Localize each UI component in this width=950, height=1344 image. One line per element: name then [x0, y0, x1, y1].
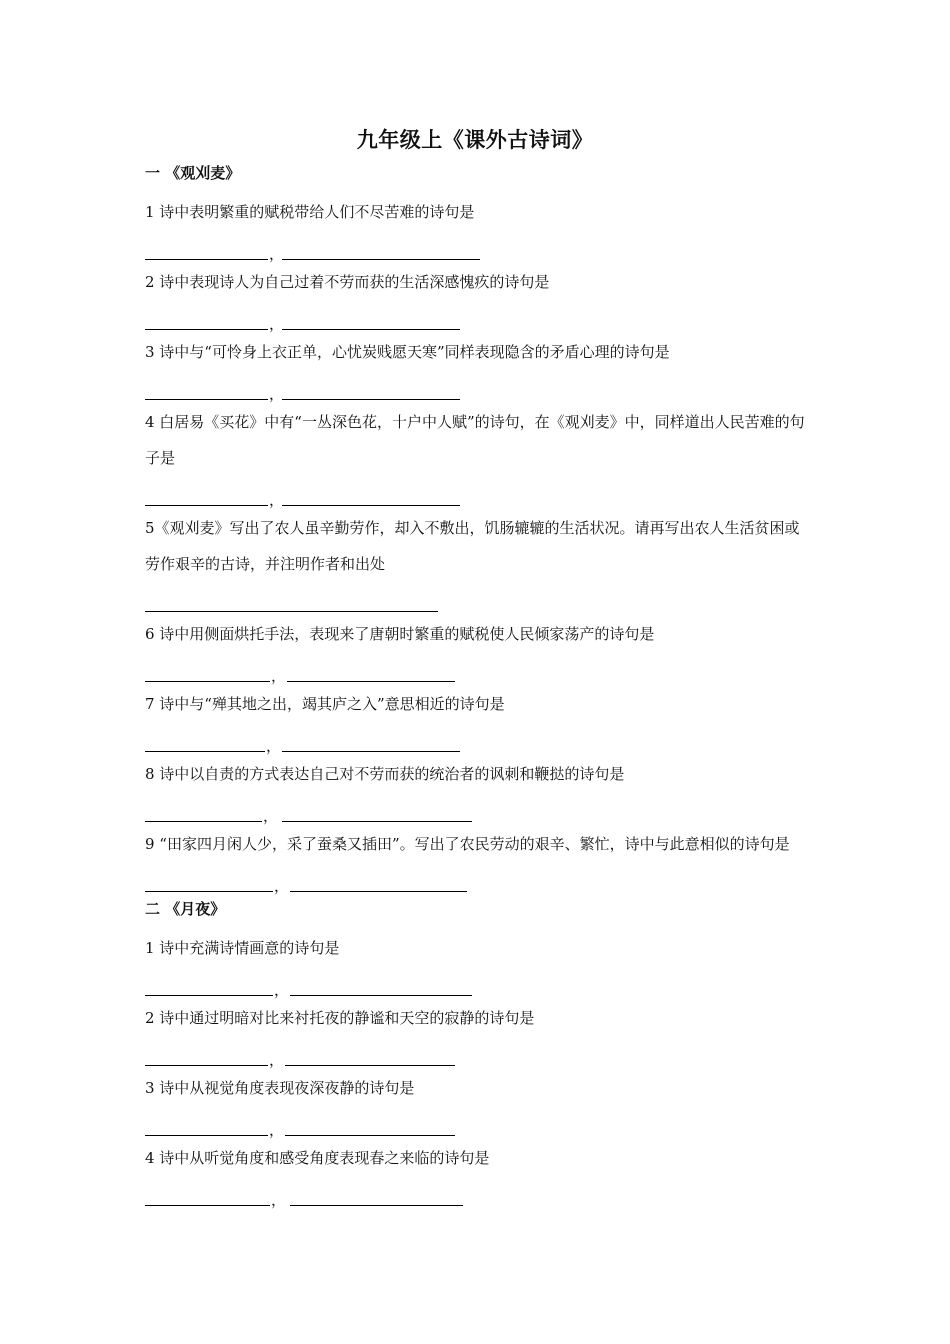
- question-text: 8 诗中以自责的方式表达自己对不劳而获的统治者的讽刺和鞭挞的诗句是: [145, 765, 625, 783]
- question-item: [145, 334, 810, 404]
- answer-blank[interactable]: [145, 751, 265, 752]
- answer-blank[interactable]: [290, 1205, 463, 1206]
- answer-line: [145, 1036, 810, 1070]
- comma-separator: ，: [271, 1191, 287, 1209]
- answer-line: [145, 230, 810, 264]
- comma-separator: ，: [271, 667, 287, 685]
- comma-separator: ，: [269, 1051, 285, 1069]
- answer-line: [145, 792, 810, 826]
- question-text: 2 诗中通过明暗对比来衬托夜的静谧和天空的寂静的诗句是: [145, 1009, 535, 1027]
- answer-line: [145, 1106, 810, 1140]
- answer-line: [145, 722, 810, 756]
- answer-line: [145, 862, 810, 896]
- question-text: 1 诗中表明繁重的赋税带给人们不尽苦难的诗句是: [145, 203, 475, 221]
- comma-separator: ，: [274, 877, 290, 895]
- answer-blank[interactable]: [282, 329, 460, 330]
- question-item: [145, 510, 810, 616]
- answer-blank[interactable]: [145, 505, 268, 506]
- question-item: [145, 616, 810, 686]
- question-text: 6 诗中用侧面烘托手法，表现来了唐朝时繁重的赋税使人民倾家荡产的诗句是: [145, 625, 655, 643]
- answer-line: [145, 476, 810, 510]
- answer-blank[interactable]: [145, 1205, 270, 1206]
- question-item: [145, 930, 810, 1000]
- question-item: [145, 264, 810, 334]
- question-item: [145, 756, 810, 826]
- answer-blank[interactable]: [282, 821, 472, 822]
- question-item: [145, 826, 810, 896]
- answer-blank[interactable]: [282, 259, 480, 260]
- question-item: [145, 686, 810, 756]
- question-text: 3 诗中从视觉角度表现夜深夜静的诗句是: [145, 1079, 415, 1097]
- comma-separator: ，: [269, 491, 285, 509]
- answer-blank[interactable]: [145, 1135, 268, 1136]
- question-item: [145, 1140, 810, 1210]
- answer-line: [145, 370, 810, 404]
- answer-blank[interactable]: [145, 611, 438, 612]
- answer-line: [145, 1176, 810, 1210]
- answer-blank[interactable]: [145, 995, 273, 996]
- question-item: [145, 1000, 810, 1070]
- question-text: 5《观刈麦》写出了农人虽辛勤劳作，却入不敷出，饥肠辘辘的生活状况。请再写出农人生活贫困或劳作艰辛的古诗，并注明作者和出处: [145, 519, 800, 573]
- answer-blank[interactable]: [282, 399, 460, 400]
- answer-blank[interactable]: [145, 891, 273, 892]
- question-text: 9 “田家四月闲人少，采了蚕桑又插田”。写出了农民劳动的艰辛、繁忙，诗中与此意相似的诗句是: [145, 835, 790, 853]
- answer-blank[interactable]: [282, 751, 460, 752]
- answer-blank[interactable]: [145, 399, 268, 400]
- question-item: [145, 194, 810, 264]
- answer-line: [145, 300, 810, 334]
- answer-blank[interactable]: [282, 505, 460, 506]
- section-heading: 一 《观刈麦》: [145, 164, 241, 182]
- question-text: 2 诗中表现诗人为自己过着不劳而获的生活深感愧疚的诗句是: [145, 273, 550, 291]
- answer-blank[interactable]: [145, 681, 270, 682]
- question-text: 1 诗中充满诗情画意的诗句是: [145, 939, 340, 957]
- question-text: 4 白居易《买花》中有“一丛深色花，十户中人赋”的诗句，在《观刈麦》中，同样道出人民苦难的句子是: [145, 413, 805, 467]
- answer-blank[interactable]: [145, 329, 268, 330]
- question-text: 3 诗中与“可怜身上衣正单，心忧炭贱愿天寒”同样表现隐含的矛盾心理的诗句是: [145, 343, 670, 361]
- answer-blank[interactable]: [290, 995, 472, 996]
- answer-blank[interactable]: [287, 681, 455, 682]
- answer-line: [145, 966, 810, 1000]
- page-title: 九年级上《课外古诗词》: [356, 127, 594, 152]
- worksheet-body: [145, 160, 810, 1210]
- section-heading: 二 《月夜》: [145, 900, 226, 918]
- comma-separator: ，: [269, 245, 285, 263]
- question-text: 7 诗中与“殚其地之出，竭其庐之入”意思相近的诗句是: [145, 695, 505, 713]
- comma-separator: ，: [263, 807, 279, 825]
- comma-separator: ，: [269, 1121, 285, 1139]
- question-text: 4 诗中从听觉角度和感受角度表现春之来临的诗句是: [145, 1149, 490, 1167]
- answer-line: [145, 582, 810, 616]
- comma-separator: ，: [274, 981, 290, 999]
- comma-separator: ，: [269, 315, 285, 333]
- question-item: [145, 404, 810, 510]
- comma-separator: ，: [266, 737, 282, 755]
- answer-blank[interactable]: [145, 1065, 268, 1066]
- comma-separator: ，: [269, 385, 285, 403]
- answer-blank[interactable]: [285, 1135, 455, 1136]
- answer-line: [145, 652, 810, 686]
- answer-blank[interactable]: [145, 259, 268, 260]
- answer-blank[interactable]: [145, 821, 262, 822]
- question-item: [145, 1070, 810, 1140]
- answer-blank[interactable]: [290, 891, 467, 892]
- answer-blank[interactable]: [285, 1065, 455, 1066]
